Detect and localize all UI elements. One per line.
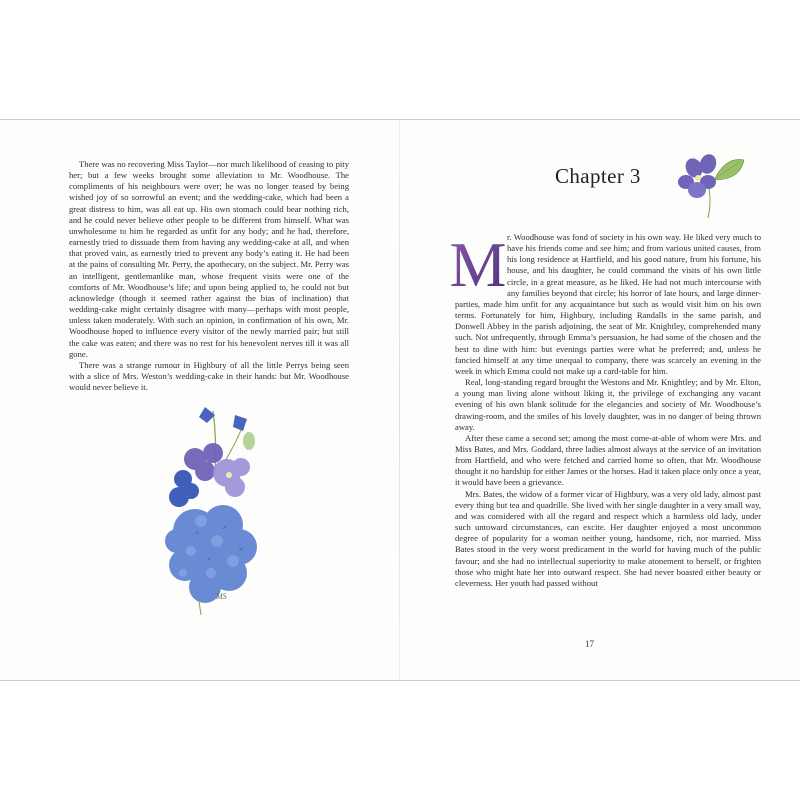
left-page-text bbox=[69, 159, 349, 393]
book-spread bbox=[0, 119, 800, 681]
right-paragraph-3: After these came a second set; among the most come-at-able of whom were Mrs. and Miss Bates, and Mrs. Goddard, three ladies almost always at the service of an invitation from Hartfield, and who were fetched and carried home so often, that Mr. Woodhouse thought it no hardship for either James or the horses. Had it taken place only once a year, it would have been a grievance. bbox=[455, 432, 761, 488]
left-paragraph-1: There was no recovering Miss Taylor—nor much likelihood of ceasing to pity her; but a few weeks brought some alleviation to Mr. Woodhouse. The compliments of his neighbours were over; he was no longer teased by being wished joy of so sorrowful an event; and the wedding-cake, which had been a great distress to him, was all eat up. His own stomach could bear nothing rich, and he could never believe other people to be different from himself. What was unwholesome to him he regarded as unfit for any body; and he had, therefore, earnestly tried to dissuade them from having any wedding-cake at all, and when that proved vain, as earnestly tried to prevent any body’s eating it. He had been at the pains of consulting Mr. Perry, the apothecary, on the subject. Mr. Perry was an intelligent, gentlemanlike man, whose frequent visits were one of the comforts of Mr. Woodhouse’s life; and upon being applied to, he could not but acknowledge (though it seemed rather against the bias of inclination) that wedding-cake might certainly disagree with many—perhaps with most people, unless taken moderately. With such an opinion, in confirmation of his own, Mr. Woodhouse hoped to influence every visitor of the newly married pair; but still the cake was eaten; and there was no rest for his benevolent nerves till it was all gone. bbox=[69, 159, 349, 359]
right-page-text bbox=[449, 229, 761, 589]
left-paragraph-2: There was a strange rumour in Highbury of all the little Perrys being seen with a slice of Mrs. Weston’s wedding-cake in their hands: but Mr. Woodhouse would never believe it. bbox=[69, 359, 349, 393]
chapter-title: Chapter 3 bbox=[555, 164, 641, 188]
right-paragraph-2: Real, long-standing regard brought the Westons and Mr. Knightley; and by Mr. Elton, a young man living alone without liking it, the privilege of exchanging any vacant evening of his own blank solitude for the elegancies and society of Mr. Woodhouse’s drawing-room, and the smiles of his lovely daughter, was in no danger of being thrown away. bbox=[455, 377, 761, 432]
illustration-signature: MS bbox=[216, 592, 227, 601]
violet-flower-illustration bbox=[674, 150, 746, 220]
right-paragraph-4: Mrs. Bates, the widow of a former vicar of Highbury, was a very old lady, almost past every thing but tea and quadrille. She lived with her single daughter in a very small way, and was considered with all the regard and respect which a harmless old lady, under such untoward circumstances, can excite. Her daughter enjoyed a most uncommon degree of popularity for a woman neither young, handsome, rich, nor married. Miss Bates stood in the very worst predicament in the world for having much of the public favour; and she had no intellectual superiority to make atonement to herself, or frighten those who might hate her into outward respect. She had never boasted either beauty or cleverness. Her youth had passed without bbox=[455, 488, 761, 588]
right-page bbox=[400, 120, 800, 680]
page-number: 17 bbox=[585, 639, 594, 649]
drop-cap-letter bbox=[449, 229, 507, 300]
hydrangea-bouquet-illustration bbox=[155, 401, 265, 621]
left-page bbox=[0, 120, 400, 680]
drop-cap-text: M bbox=[449, 229, 507, 300]
chapter-first-paragraph: r. Woodhouse was fond of society in his own way. He liked very much to have his friends come and see him; and from various united causes, from his long residence at Hartfield, and his good nature, from his fortune, his house, and his daughter, he could command the visits of his own little circle, in a great measure, as he liked. He had not much intercourse with any families beyond that circle; his horror of late hours, and large dinner-parties, made him unfit for any acquaintance but such as would visit him on his own terms. Fortunately for him, Highbury, including Randalls in the same parish, and Donwell Abbey in the parish adjoining, the seat of Mr. Knightley, comprehended many such. Not unfrequently, through Emma’s persuasion, he had some of the chosen and the best to dine with him: but evenings parties were what he preferred; and, unless he fancied himself at any time unequal to company, there was scarcely an evening in the week in which Emma could not make up a card-table for him. bbox=[455, 232, 761, 376]
